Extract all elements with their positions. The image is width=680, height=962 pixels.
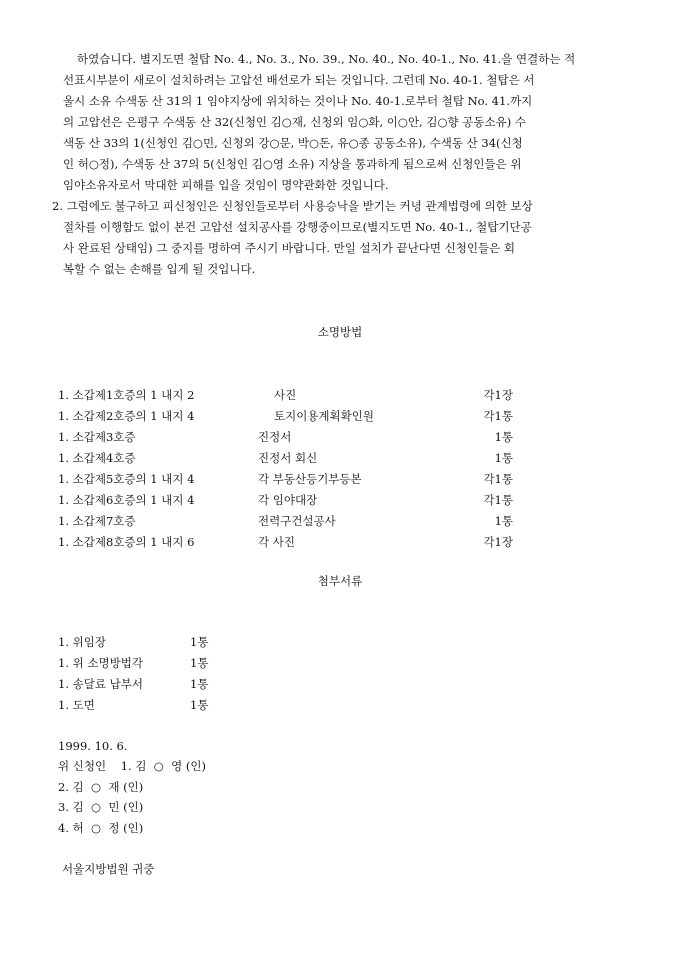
- applicant-line: 4. 허 ○ 정 (인): [58, 821, 144, 835]
- attachment-count: 1통: [190, 656, 209, 670]
- text-line: 색동 산 33의 1(신청인 김○민, 신청외 강○문, 박○돈, 유○종 공동소유), 수색동 산 34(신청: [63, 136, 523, 150]
- evidence-count: 1통: [494, 514, 513, 528]
- text-line: 의 고압선은 은평구 수색동 산 32(신청인 김○재, 신청외 임○화, 이○안, 김○향 공동소유) 수: [63, 115, 526, 129]
- evidence-desc: 전력구건설공사: [258, 514, 336, 528]
- text-line: 울시 소유 수색동 산 31의 1 임야지상에 위치하는 것이나 No. 40-1.로부터 철탑 No. 41.까지: [63, 94, 533, 108]
- text-line: 복할 수 없는 손해를 입게 될 것입니다.: [63, 262, 256, 276]
- applicant-line: 2. 김 ○ 재 (인): [58, 780, 144, 794]
- text-line: 선표시부분이 새로이 설치하려는 고압선 배선로가 되는 것입니다. 그런데 No. 40-1. 철탑은 서: [63, 73, 535, 87]
- evidence-name: 1. 소갑제6호증의 1 내지 4: [58, 493, 195, 507]
- evidence-count: 1통: [494, 451, 513, 465]
- attachment-name: 1. 도면: [58, 698, 95, 712]
- applicant-line: 위 신청인 1. 김 ○ 영 (인): [58, 759, 206, 773]
- evidence-count: 각1통: [483, 409, 513, 423]
- evidence-name: 1. 소갑제3호증: [58, 430, 136, 444]
- evidence-name: 1. 소갑제2호증의 1 내지 4: [58, 409, 195, 423]
- evidence-desc: 각 사진: [258, 535, 295, 549]
- applicant-line: 3. 김 ○ 민 (인): [58, 800, 144, 814]
- evidence-count: 1통: [494, 430, 513, 444]
- evidence-name: 1. 소갑제5호증의 1 내지 4: [58, 472, 195, 486]
- evidence-heading: 소명방법: [317, 325, 363, 339]
- evidence-name: 1. 소갑제4호증: [58, 451, 136, 465]
- attachment-name: 1. 위 소명방법각: [58, 656, 143, 670]
- attachment-name: 1. 송달료 납부서: [58, 677, 143, 691]
- attachments-heading: 첨부서류: [317, 574, 363, 588]
- filing-date: 1999. 10. 6.: [58, 739, 128, 753]
- text-line: 하였습니다. 별지도면 철탑 No. 4., No. 3., No. 39., No. 40., No. 40-1., No. 41.을 연결하는 적: [77, 52, 576, 66]
- evidence-desc: 사진: [274, 388, 297, 402]
- text-line: 인 허○정), 수색동 산 37의 5(신청인 김○영 소유) 지상을 통과하게 됨으로써 신청인들은 위: [63, 157, 522, 171]
- evidence-count: 각1장: [483, 535, 513, 549]
- court-addressee: 서울지방법원 귀중: [62, 862, 155, 876]
- attachment-count: 1통: [190, 635, 209, 649]
- evidence-count: 각1통: [483, 472, 513, 486]
- text-line: 절차를 이행함도 없이 본건 고압선 설치공사를 강행중이므로(별지도면 No. 40-1., 철탑기단공: [63, 220, 532, 234]
- text-line: 임야소유자로서 막대한 피해를 입을 것임이 명약관화한 것입니다.: [63, 178, 389, 192]
- evidence-count: 각1통: [483, 493, 513, 507]
- evidence-desc: 각 부동산등기부등본: [258, 472, 362, 486]
- evidence-name: 1. 소갑제8호증의 1 내지 6: [58, 535, 195, 549]
- evidence-desc: 진정서 회신: [258, 451, 318, 465]
- text-line: 2. 그럼에도 불구하고 피신청인은 신청인들로부터 사용승낙을 받기는 커녕 관계법령에 의한 보상: [52, 199, 533, 213]
- evidence-count: 각1장: [483, 388, 513, 402]
- evidence-desc: 각 임야대장: [258, 493, 318, 507]
- evidence-name: 1. 소갑제7호증: [58, 514, 136, 528]
- evidence-desc: 진정서: [258, 430, 292, 444]
- attachment-count: 1통: [190, 698, 209, 712]
- evidence-desc: 토지이용계획확인원: [274, 409, 374, 423]
- attachment-count: 1통: [190, 677, 209, 691]
- evidence-name: 1. 소갑제1호증의 1 내지 2: [58, 388, 195, 402]
- text-line: 사 완료된 상태임) 그 중지를 명하여 주시기 바랍니다. 만일 설치가 끝난다면 신청인들은 회: [63, 241, 515, 255]
- attachment-name: 1. 위임장: [58, 635, 106, 649]
